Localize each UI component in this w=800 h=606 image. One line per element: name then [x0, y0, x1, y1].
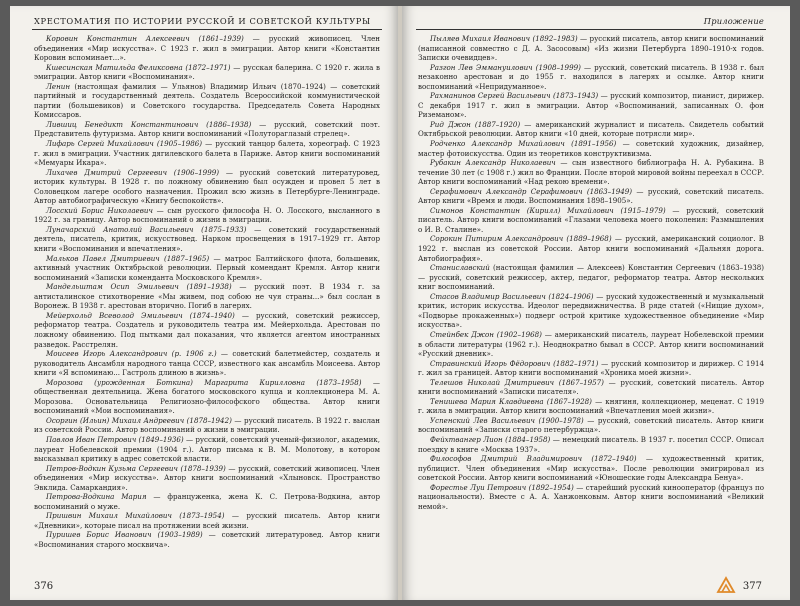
entry-name: Станиславский — [430, 263, 490, 273]
entry-text: — русский советский литературовед, историк культуры. В 1928 г. по ложному обвинению был осужден и провел 5 лет в Соловецком лагере особого назначения. Прожил всю жизнь в Петербурге-Ленинграде. Автор автобиографическую «Книгу беспокойств». — [34, 167, 380, 206]
entry-name: Лосский Борис Николаевич — [46, 205, 153, 215]
glossary-entry — [34, 225, 380, 254]
glossary-entry — [34, 120, 380, 139]
glossary-entry — [34, 311, 380, 349]
entry-text: — русский, советский поэт. Представитель футуризма. Автор книги воспоминаний «Полутораглазый стрелец». — [34, 119, 380, 139]
glossary-entry — [418, 435, 764, 454]
entry-text: (настоящая фамилия — Алексеев) Константин Сергеевич (1863–1938) — русский, советский режиссер, актер, педагог, реформатор театра. Автор нескольких книг воспоминаний. — [418, 263, 764, 292]
glossary-entry — [418, 397, 764, 416]
entry-text: — сын известного библиографа Н. А. Рубакина. В течение 30 лет (с 1908 г.) жил во Франции. После второй мировой войны переехал в СССР. Автор книги воспоминаний «Над рекою времени». — [418, 158, 764, 187]
page-number: 377 — [742, 581, 762, 592]
entry-list — [418, 34, 764, 511]
entry-text: — художественный критик, публицист. Член объединения «Мир искусства». После революции эмигрировал из советской России. Автор книги воспоминаний «Юношеские годы Александра Бенуа». — [418, 454, 764, 483]
entry-name: Успенский Лев Васильевич (1900–1978) — [430, 415, 584, 425]
entry-text: — русский, советский писатель. В 1938 г. был незаконно арестован и до 1955 г. находился в лагерях и ссылке. Автор книги воспоминаний «Непридуманное». — [418, 62, 764, 91]
entry-text: — русский, советский режиссер, реформатор театра. Создатель и руководитель театра им. Мейерхольда. Арестован по ложному обвинению. Под пытками дал показания, что является агентом иностранных разведок. Расстрелян. — [34, 310, 380, 349]
glossary-entry — [418, 91, 764, 120]
entry-name: Ленин — [46, 81, 71, 91]
glossary-entry — [34, 168, 380, 206]
glossary-entry — [34, 511, 380, 530]
entry-name: Моисеев Игорь Александрович (р. 1906 г.) — [46, 349, 217, 359]
entry-name: Философов Дмитрий Владимирович (1872–1940) — [430, 454, 637, 464]
entry-text: — русский, советский писатель. Автор книги воспоминаний «Записки писателя». — [418, 377, 765, 397]
entry-text: — русский писатель. Автор книги «Дневники», которые писал на протяжении всей жизни. — [34, 511, 381, 530]
entry-text: — советский государственный деятель, писатель, критик, искусствовед. Нарком просвещения в 1917–1929 гг. Автор книги «Воспоминания и впечатления». — [34, 224, 380, 254]
glossary-entry — [418, 359, 764, 378]
running-head: Приложение — [703, 16, 764, 26]
running-head: ХРЕСТОМАТИЯ ПО ИСТОРИИ РУССКОЙ И СОВЕТСКОЙ КУЛЬТУРЫ — [34, 16, 371, 26]
right-page — [402, 6, 790, 600]
entry-name: Симонов Константин (Кирилл) Михайлович (1915–1979) — [430, 205, 666, 215]
glossary-entry — [418, 158, 764, 187]
entry-text: — русский композитор, пианист, дирижер. С декабря 1917 г. жил в эмиграции. Автор «Воспоминаний, записанных О. фон Риземаном». — [418, 91, 764, 120]
entry-text: — русский, американский социолог. В 1922 г. выслан из советской России. Автор книги воспоминаний «Дальняя дорога. Автобиография». — [418, 234, 764, 263]
entry-text: — сын русского философа Н. О. Лосского, высланного в 1922 г. за границу. Автор воспоминаний о жизни в эмиграции. — [34, 205, 380, 225]
entry-name: Фейхтвангер Лион (1884–1958) — [430, 434, 551, 444]
entry-name: Стейнбек Джон (1902–1968) — [430, 329, 542, 339]
entry-text: — русский, советский живописец. Член объединения «Мир искусства». Автор книги воспоминаний «Хлыновск. Пространство Эвклида. Самаркандия». — [34, 463, 380, 492]
entry-name: Мандельштам Осип Эмильевич (1891–1938) — [46, 282, 232, 292]
glossary-entry — [34, 63, 380, 82]
entry-text: — русская балерина. С 1920 г. жила в эмиграции. Автор книги «Воспоминания». — [34, 62, 380, 82]
glossary-entry — [34, 139, 380, 168]
entry-text: (настоящая фамилия — Ульянов) Владимир Ильич (1870–1924) — советский партийный и государственный деятель. Создатель Всероссийской коммунистической партии (большевиков) и Советского государства. Председатель Совета Народных Комиссаров. — [34, 81, 380, 120]
entry-text: — русский, советский ученый-физиолог, академик, лауреат Нобелевской премии (1904 г.). Автор письма к В. М. Молотову, в котором высказывал критику в адрес советской власти. — [34, 434, 380, 464]
glossary-entry — [34, 82, 380, 120]
entry-text: — русский живописец. Член объединения «Мир искусства». С 1923 г. жил в эмиграции. Автор книги «Константин Коровин вспоминает...». — [34, 34, 381, 63]
glossary-entry — [418, 139, 764, 158]
entry-text: — русский танцор балета, хореограф. С 1923 г. жил в эмиграции. Участник дягилевского балета в Париже. Автор книги воспоминаний «Мемуары Икара». — [34, 139, 380, 168]
entry-text: — советский литературовед. Автор книги «Воспоминания старого москвича». — [34, 530, 380, 549]
entry-name: Мейерхольд Всеволод Эмильевич (1874–1940) — [46, 310, 235, 320]
entry-name: Рахманинов Сергей Васильевич (1873–1943) — [430, 91, 599, 101]
entry-text: — общественная деятельница. Жена богатого московского купца и коллекционера М. А. Морозова. Основательница Религиозно-философского общества. Автор книги воспоминаний «Мои воспоминания». — [34, 377, 380, 416]
entry-name: Форестье Луи Петрович (1892–1954) — [430, 482, 574, 492]
entry-name: Разгон Лев Эммануилович (1908–1999) — [430, 62, 581, 72]
entry-text: — русский, советский писатель. Автор книги воспоминаний «Глазами человека моего поколения: Размышления о И. В. Сталине». — [418, 205, 765, 234]
glossary-entry — [34, 464, 380, 493]
glossary-entry — [418, 206, 764, 235]
glossary-entry — [418, 330, 764, 359]
glossary-entry — [418, 263, 764, 292]
glossary-entry — [418, 454, 764, 483]
glossary-entry — [34, 254, 380, 283]
entry-text: — старейший русский кинооператор (француз по национальности). Вместе с А. А. Ханжонковым. Автор книги воспоминаний «Великий немой». — [418, 482, 764, 511]
entry-name: Пуришев Борис Иванович (1903–1989) — [46, 530, 203, 540]
entry-text: — русский поэт. В 1934 г. за антисталинское стихотворение «Мы живем, под собою не чуя страны...» был сослан в Воронеж. В 1938 г. арестован вторично. Погиб в лагерях. — [34, 282, 380, 311]
entry-list — [34, 34, 380, 550]
entry-text: — русский художественный и музыкальный критик, историк искусства. Идеолог передвижничества. В ряде статей («Нищие духом», «Подворье прокаженных») подверг острой критике художественное объединение «Мир искусства». — [418, 291, 764, 330]
glossary-entry — [34, 378, 380, 416]
publisher-logo-icon — [716, 576, 736, 594]
entry-text: — американский журналист и писатель. Свидетель событий Октябрьской революции. Автор книги «10 дней, которые потрясли мир». — [418, 119, 764, 139]
glossary-entry — [418, 378, 764, 397]
glossary-entry — [34, 530, 380, 549]
header-rule — [32, 29, 382, 30]
entry-name: Мальков Павел Дмитриевич (1887–1965) — [46, 253, 210, 263]
glossary-entry — [418, 292, 764, 330]
entry-name: Морозова (урожденная Боткина) Маргарита Кирилловна (1873–1958) — [46, 377, 362, 387]
entry-name: Лифарь Сергей Михайлович (1905–1986) — [46, 139, 203, 149]
glossary-entry — [34, 349, 380, 378]
entry-name: Сорокин Питирим Александрович (1889–1968) — [430, 234, 612, 244]
entry-text: — американский писатель, лауреат Нобелевской премии в области литературы (1962 г.). Неоднократно бывал в СССР. Автор книги воспоминаний «Русский дневник». — [418, 329, 764, 359]
entry-name: Кшесинская Матильда Феликсовна (1872–1971) — [46, 62, 231, 72]
glossary-entry — [418, 234, 764, 263]
entry-text: — русский, советский писатель. Автор книги «Время и люди. Воспоминания 1898–1905». — [418, 186, 765, 206]
glossary-entry — [418, 34, 764, 63]
entry-name: Пришвин Михаил Михайлович (1873–1954) — [46, 511, 225, 521]
glossary-entry — [418, 187, 764, 206]
entry-name: Тенишева Мария Клавдиевна (1867–1928) — [430, 396, 592, 406]
entry-text: — русский композитор и дирижер. С 1914 г. жил за границей. Автор книги воспоминаний «Хроника моей жизни». — [418, 358, 764, 378]
glossary-entry — [34, 34, 380, 63]
entry-text: — русский писатель. В 1922 г. выслан из советской России. Автор воспоминаний о жизни в эмиграции. — [34, 415, 380, 435]
entry-text: — немецкий писатель. В 1937 г. посетил СССР. Описал поездку в книге «Москва 1937». — [418, 434, 764, 454]
entry-name: Стравинский Игорь Фёдорович (1882–1971) — [430, 358, 599, 368]
glossary-entry — [34, 282, 380, 311]
glossary-entry — [418, 120, 764, 139]
entry-name: Павлов Иван Петрович (1849–1936) — [46, 434, 184, 444]
glossary-entry — [418, 63, 764, 92]
entry-text: — советский балетмейстер, создатель и руководитель Ансамбля народного танца СССР, известного как ансамбль Моисеева. Автор книги «Я вспоминаю... Гастроль длиною в жизнь». — [34, 349, 380, 378]
entry-text: — матрос Балтийского флота, большевик, активный участник Октябрьской революции. Первый комендант Кремля. Автор книги воспоминаний «Записки коменданта Московского Кремля». — [34, 253, 380, 282]
entry-text: — француженка, жена К. С. Петрова-Водкина, автор воспоминаний о муже. — [34, 492, 380, 511]
entry-name: Родченко Александр Михайлович (1891–1956) — [430, 139, 617, 149]
entry-text: — княгиня, коллекционер, меценат. С 1919 г. жила в эмиграции. Автор книги воспоминаний «Впечатления моей жизни». — [418, 396, 765, 416]
left-page — [10, 6, 398, 600]
entry-text: — советский художник, дизайнер, мастер фотоискусства. Один из теоретиков конструктивизма. — [418, 139, 765, 158]
entry-name: Луначарский Анатолий Васильевич (1875–1933) — [46, 224, 247, 234]
entry-name: Стасов Владимир Васильевич (1824–1906) — [430, 291, 594, 301]
entry-name: Рубакин Александр Николаевич — [430, 158, 556, 168]
glossary-entry — [418, 416, 764, 435]
glossary-entry — [34, 435, 380, 464]
entry-name: Петров-Водкин Кузьма Сергеевич (1878–1939) — [46, 463, 226, 473]
entry-name: Коровин Константин Алексеевич (1861–1939) — [46, 34, 244, 43]
glossary-entry — [34, 492, 380, 511]
entry-name: Телешов Николай Дмитриевич (1867–1957) — [430, 377, 604, 387]
glossary-entry — [34, 206, 380, 225]
entry-text: — русский писатель, автор книги воспоминаний (написанной совместно с Д. А. Засосовым) «Из жизни Петербурга 1890–1910-х годов. Записки очевидцев». — [418, 34, 764, 63]
header-rule — [416, 29, 766, 30]
entry-name: Лихачев Дмитрий Сергеевич (1906–1999) — [46, 167, 219, 177]
glossary-entry — [34, 416, 380, 435]
glossary-entry — [418, 483, 764, 512]
entry-name: Серафимович Александр Серафимович (1863–1949) — [430, 186, 633, 196]
entry-name: Рид Джон (1887–1920) — [430, 119, 521, 129]
page-number: 376 — [34, 581, 54, 592]
entry-name: Лившиц Бенедикт Константинович (1886–1938) — [46, 119, 252, 129]
entry-name: Пыляев Михаил Иванович (1892–1983) — [430, 34, 578, 43]
entry-name: Петрова-Водкина Мария — [46, 492, 147, 502]
entry-text: — русский, советский писатель. Автор книги воспоминаний «Записки старого петербуржца». — [418, 415, 764, 435]
entry-name: Осоргин (Ильин) Михаил Андреевич (1878–1942) — [46, 415, 232, 425]
